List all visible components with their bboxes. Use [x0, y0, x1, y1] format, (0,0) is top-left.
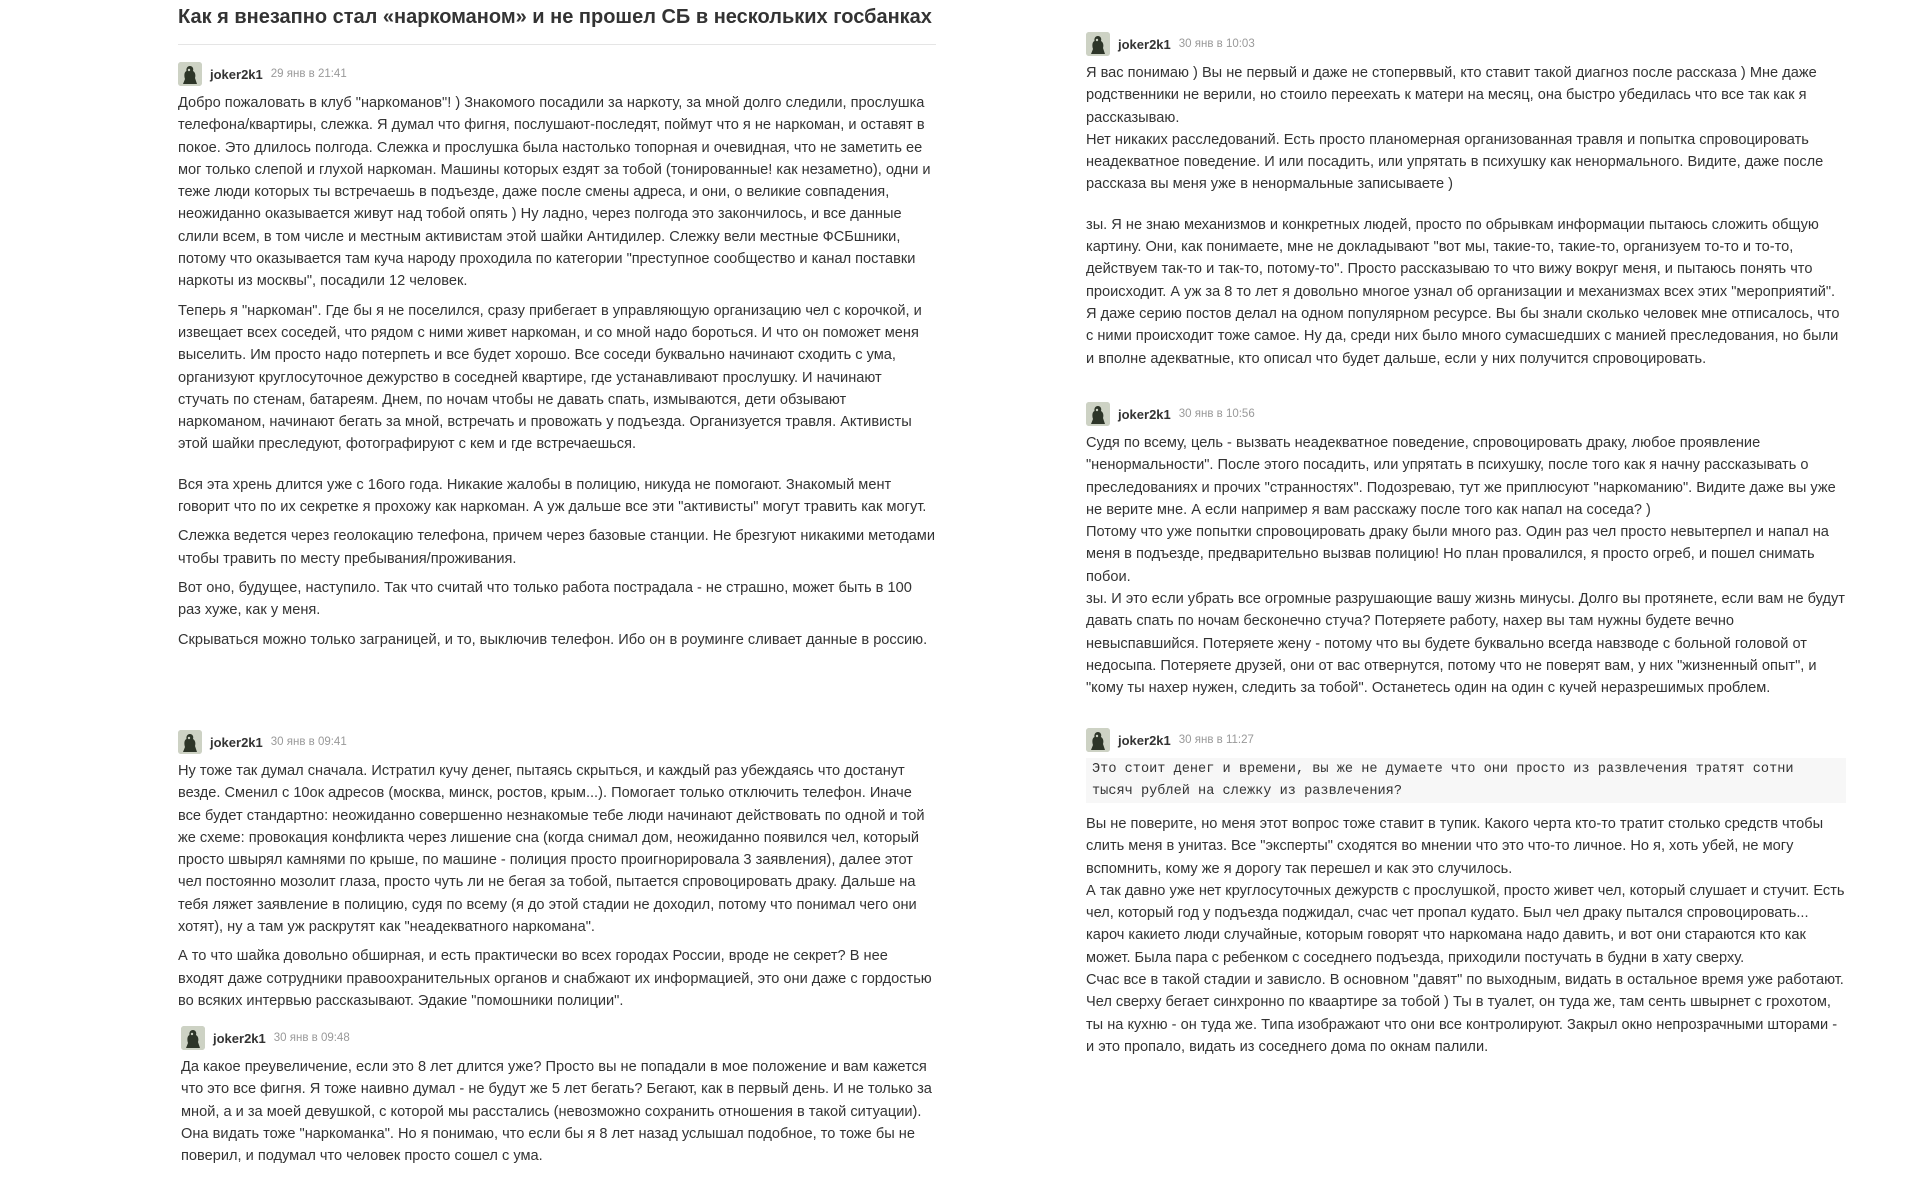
avatar-icon[interactable] — [1086, 728, 1110, 752]
comment-paragraph: Теперь я "наркоман". Где бы я не поселился, сразу прибегает в управляющую организацию чел с корочкой, и извещает всех соседей, что рядом с ними живет наркоман, и со мной надо бороться. И что он поможет меня выселить. Им просто надо потерпеть и все будет хорошо. Все соседи буквально начинают сходить с ума, организуют круглосуточное дежурство в соседней квартире, где устанавливают прослушку. И начинают стучать по стенам, батареям. Днем, по ночам чтобы не давать спать, измываются, дети обзывают наркоманом, начинают бегать за мной, встречать и провожать у подъезда. Организуется травля. Активисты этой шайки преследуют, фотографируют с кем и где встречаешься. — [178, 302, 922, 453]
comment-body — [181, 1056, 936, 1167]
comment-paragraph: А то что шайка довольно обширная, и есть практически во всех городах России, вроде не секрет? В нее входят даже сотрудники правоохранительных органов и снабжают их информацией, это они даже с гордостью во всяких интервью рассказывают. Эдакие "помошники полиции". — [178, 948, 932, 1009]
comment-body — [178, 760, 936, 1012]
comment-author[interactable]: joker2k1 — [213, 1030, 266, 1046]
comment-paragraph: Слежка ведется через геолокацию телефона, причем через базовые станции. Не брезгуют никакими методами чтобы травить по месту пребывания/проживания. — [178, 528, 935, 567]
comment-body — [178, 92, 936, 651]
comment — [1086, 400, 1846, 707]
comment-paragraph: Вы не поверите, но меня этот вопрос тоже ставит в тупик. Какого черта кто-то тратит столько средств чтобы слить меня в унитаз. Все "эксперты" сходятся во мнении что это что-то личное. Но я, хоть убей, не могу вспомнить, кому же я дорогу так перешел и как это случилось. А так давно уже нет круглосуточных дежурств с прослушкой, просто живет чел, который слушает и стучит. Есть чел, который год у подъезда поджидал, счас чет пропал кудато. Был чел драку пытался спровоцировать... кароч какието люди случайные, которым говорят что наркомана надо давить, и вот они стараются кто как может. Была пара с ребенком с соседнего подъезда, приходили постучать в будни в хату сверху. Счас все в такой стадии и зависло. В основном "давят" по выходным, видать в остальное время уже работают. Чел сверху бегает синхронно по кваартире за тобой ) Ты в туалет, он туда же, там сенть швырнет с грохотом, ты на кухню - он туда же. Типа изображают что они все контролируют. Закрыл окно непрозрачными шторами - и это пропало, видать из соседнего дома по окнам палили. — [1086, 816, 1845, 1055]
comment-date[interactable]: 30 янв в 10:03 — [1178, 38, 1255, 50]
comment-meta — [1086, 400, 1846, 428]
comment-author[interactable]: joker2k1 — [210, 66, 263, 82]
article-title: Как я внезапно стал «наркоманом» и не прошел СБ в нескольких госбанках — [178, 4, 936, 45]
left-column — [178, 0, 936, 1165]
avatar-icon[interactable] — [1086, 32, 1110, 56]
comment-quote: Это стоит денег и времени, вы же не думаете что они просто из развлечения тратят сотни тысяч рублей на слежку из развлечения? — [1086, 758, 1846, 803]
comment-body — [1086, 432, 1846, 700]
comment-meta — [181, 1024, 936, 1052]
comment-author[interactable]: joker2k1 — [210, 734, 263, 750]
avatar-icon[interactable] — [181, 1026, 205, 1050]
comment — [1086, 726, 1846, 1065]
comment — [181, 1024, 936, 1174]
comment-paragraph: Вся эта хрень длится уже с 16ого года. Никакие жалобы в полицию, никуда не помогают. Знакомый мент говорит что по их секретке я прохожу как наркоман. А уж дальше все эти "активисты" могут травить как могут. — [178, 476, 927, 516]
comment-author[interactable]: joker2k1 — [1118, 732, 1171, 748]
comment-paragraph: Я вас понимаю ) Вы не первый и даже не стоперввый, кто ставит такой диагноз после рассказа ) Мне даже родственники не верили, но стоило переехать к матери на месяц, она быстро убедилась что все так как я рассказываю. Нет никаких расследований. Есть просто планомерная организованная травля и попытка спровоцировать неадекватное поведение. И или посадить, или упрятать в психушку как ненормального. Видите, даже после рассказа вы меня уже в ненормальные записываете ) — [1086, 65, 1824, 193]
comment-date[interactable]: 30 янв в 09:48 — [273, 1032, 350, 1044]
comment-date[interactable]: 30 янв в 10:56 — [1178, 408, 1255, 420]
comment-paragraph: Скрываться можно только заграницей, и то, выключив телефон. Ибо он в роуминге сливает данные в россию. — [178, 631, 928, 648]
comment — [1086, 30, 1846, 377]
comment-date[interactable]: 30 янв в 09:41 — [270, 736, 347, 748]
comment-date[interactable]: 30 янв в 11:27 — [1178, 734, 1254, 746]
comment — [178, 728, 936, 1019]
avatar-icon[interactable] — [178, 62, 202, 86]
comment-paragraph: Ну тоже так думал сначала. Истратил кучу денег, пытаясь скрыться, и каждый раз убеждаясь что достанут везде. Сменил с 10ок адресов (москва, минск, ростов, крым...). Помогает только отключить телефон. Иначе все будет стандартно: неожиданно совершенно незнакомые тебе люди начинают действовать по одной и той же схеме: провокация конфликта через лишение сна (когда снимал дом, неожиданно появился чел, который просто швырял камнями по крыше, по машине - полиция просто проигнорировала 3 заявления), далее этот чел постоянно мозолит глаза, просто чуть ли не бегая за тобой, пытается спровоцировать драку. Дальше на тебя ляжет заявление в полицию, судя по всему (я до этой стадии не доходил, потому что понимал чего они хотят), ну а там уж раскрутят как "неадекватного наркомана". — [178, 763, 925, 936]
comment-meta — [178, 728, 936, 756]
comment-paragraph: Судя по всему, цель - вызвать неадекватное поведение, спровоцировать драку, любое проявление "ненормальности". После этого посадить, или упрятать в психушку, после того как я начну рассказывать о преследованиях и прочих "странностях". Подозреваю, тут же приплюсуют "наркоманию". Видите даже вы уже не верите мне. А если например я вам расскажу после того как напал на соседа? ) Потому что уже попытки спровоцировать драку были много раз. Один раз чел просто невытерпел и напал на меня в подъезде, предварительно вызвав полицию! Но план провалился, я просто огреб, и пошел снимать побои. зы. И это если убрать все огромные разрушающие вашу жизнь минусы. Долго вы протянете, если вам не будут давать спать по ночам бесконечно стуча? Потеряете работу, нахер вы там нужны будете вечно невыспавшийся. Потеряете жену - потому что вы будете буквально всегда навзводе с больной головой от недосыпа. Потеряете друзей, они от вас отвернутся, потому что не поверят вам, у них "жизненный опыт", и "кому ты нахер нужен, следить за тобой". Останетесь один на один с кучей неразрешимых проблем. — [1086, 435, 1845, 697]
comment-body — [1086, 758, 1846, 1058]
comment-author[interactable]: joker2k1 — [1118, 36, 1171, 52]
avatar-icon[interactable] — [1086, 402, 1110, 426]
avatar-icon[interactable] — [178, 730, 202, 754]
comment-paragraph: Да какое преувеличение, если это 8 лет длится уже? Просто вы не попадали в мое положение и вам кажется что это все фигня. Я тоже наивно думал - не будут же 5 лет бегать? Бегают, как в первый день. И не только за мной, а и за моей девушкой, с которой мы расстались (невозможно сохранить отношения в такой ситуации). Она видать тоже "наркоманка". Но я понимаю, что если бы я 8 лет назад услышал подобное, то тоже бы не поверил, и подумал что человек просто сошел с ума. — [181, 1059, 932, 1165]
comment-meta — [178, 60, 936, 88]
comment-paragraph: Добро пожаловать в клуб "наркоманов"! ) Знакомого посадили за наркоту, за мной долго следили, прослушка телефона/квартиры, слежка. Я думал что фигня, послушают-последят, поймут что я не наркоман, и оставят в покое. Это длилось полгода. Слежка и прослушка была настолько топорная и очевидная, что не заметить ее мог только слепой и глухой наркоман. Машины которых ездят за тобой (тонированные! как незаметно), одни и теже люди которых ты встречаешь в подъезде, даже после смены адреса, и они, о великие совпадения, неожиданно оказывается живут над тобой опять ) Ну ладно, через полгода это закончилось, и все данные слили всем, в том числе и местным активистам этой шайки Антидилер. Слежку вели местные ФСБшники, потому что оказывается там куча народу проходила по категории "преступное сообщество и канал поставки наркоты из москвы", посадили 12 человек. — [178, 95, 931, 290]
comment-body — [1086, 62, 1846, 370]
comment-paragraph: Вот оно, будущее, наступило. Так что считай что только работа пострадала - не страшно, может быть в 100 раз хуже, как у меня. — [178, 579, 912, 619]
comment-paragraph: зы. Я не знаю механизмов и конкретных людей, просто по обрывкам информации пытаюсь сложить общую картину. Они, как понимаете, мне не докладывают "вот мы, такие-то, такие-то, организуем то-то и то-то, действуем так-то и так-то, потому-то". Просто рассказываю то что вижу вокруг меня, и пытаюсь понять что происходит. А уж за 8 то лет я довольно многое узнал об организации и механизмах всех этих "мероприятий". Я даже серию постов делал на одном популярном ресурсе. Вы бы знали сколько человек мне отписалось, что с ними происходит тоже самое. Ну да, среди них было много сумасшедших с манией преследования, но были и вполне адекватные, кто описал что будет дальше, если у них получится спровоцировать. — [1086, 216, 1840, 367]
comment-meta — [1086, 30, 1846, 58]
comment — [178, 60, 936, 658]
comment-date[interactable]: 29 янв в 21:41 — [270, 68, 347, 80]
comment-author[interactable]: joker2k1 — [1118, 406, 1171, 422]
comment-meta — [1086, 726, 1846, 754]
